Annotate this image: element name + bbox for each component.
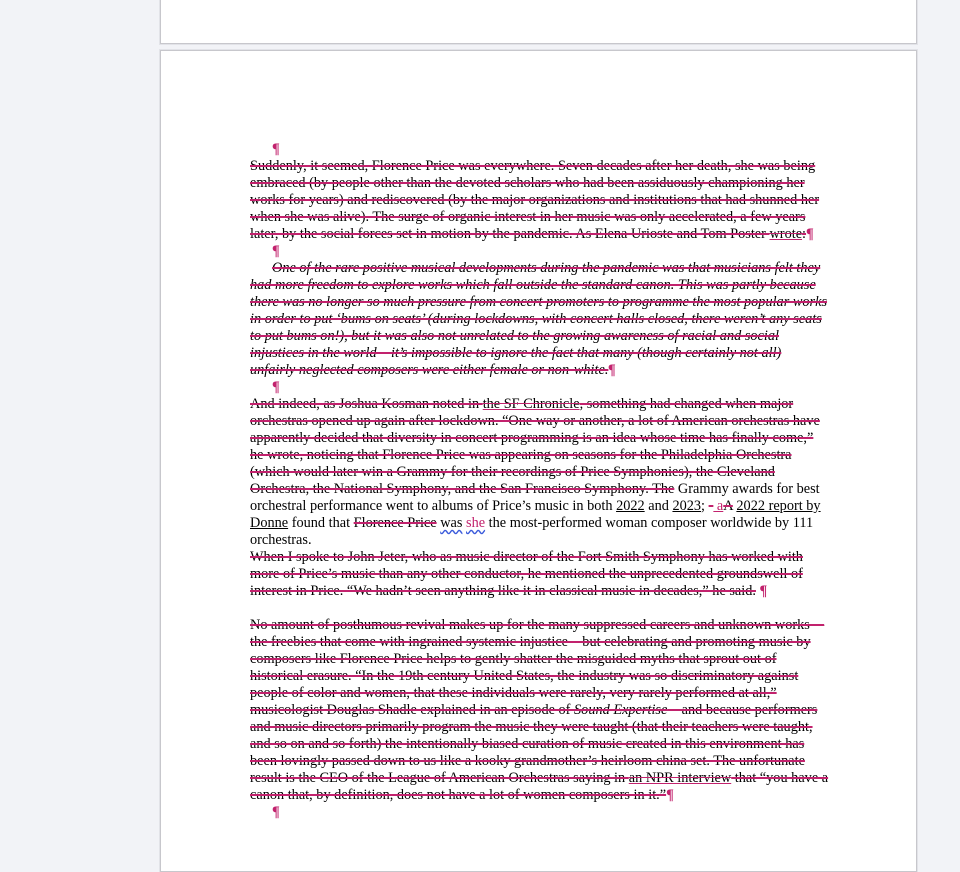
- deleted-text: A: [723, 498, 733, 514]
- pilcrow-mark: ¶: [666, 787, 674, 803]
- podcast-title: Sound Expertise: [574, 702, 668, 718]
- deleted-text: No amount of posthumous revival makes up for the many suppressed careers and unknown works—the freebies that come with ingrained systemic injustice—but celebrating and promoting music by composers like Florence Price helps to gently shatter the misguided myths that sprout out of historical erasure. “In the 19th century United States, the industry was so discriminatory against people of color and women, that these individuals were rarely, very rarely performed at all,” musicologist Douglas Shadle explained in an episode of: [250, 617, 825, 718]
- deleted-text: One of the rare positive musical developments during the pandemic was that musicians felt they had more freedom to explore works which fall outside the standard canon. This was partly because there was no longer so much pressure from concert promoters to programme the most popular works in order to put ‘bums on seats’ (during lockdowns, with concert halls closed, there weren’t any seats to put bums on!), but it was also not unrelated to the growing awareness of racial and social injustices in the world – it’s impossible to ignore the fact that many (though certainly not all) unfairly neglected composers were either female or non-white.: [250, 260, 828, 378]
- kept-text: and: [644, 498, 673, 514]
- deleted-text: And indeed, as Joshua Kosman noted in: [250, 396, 483, 412]
- deleted-text: , something had changed when major orchestras opened up again after lockdown. “One way or another, a lot of American orchestras have apparently decided that diversity in concert programming is an idea whose time has finally come,” he wrote, noticing that Florence Price was appearing on seasons for the Philadelphia Orchestra (which would later win a Grammy for their recordings of Price Symphonies), the Cleveland Orchestra, the National Symphony, and the San Francisco Symphony. The: [250, 396, 820, 497]
- link-2022[interactable]: 2022: [616, 498, 645, 514]
- empty-paragraph[interactable]: [250, 379, 830, 396]
- kept-text: Grammy awards for best orchestral performance went to albums of Price’s music in both: [250, 481, 820, 514]
- deleted-text: :: [802, 226, 807, 242]
- pilcrow-mark: ¶: [272, 141, 280, 157]
- deleted-text: When I spoke to John Jeter, who as music director of the Fort Smith Symphony has worked with more of Price’s music than any other conductor, he mentioned the unprecedented groundswell of interest in Price. “We hadn’t seen anything like it in classical music in decades,” he said.: [250, 549, 803, 599]
- kept-text: ;: [701, 498, 709, 514]
- inserted-text[interactable]: she: [466, 515, 486, 531]
- deleted-text: Florence Price: [353, 515, 437, 531]
- empty-paragraph[interactable]: [250, 243, 830, 260]
- block-quote[interactable]: [250, 260, 830, 379]
- document-page[interactable]: [160, 50, 917, 872]
- deleted-text: that “you have a canon that, by definition, does not have a lot of women composers in it.”: [250, 770, 829, 803]
- link-sf-chronicle[interactable]: the SF Chronicle: [482, 396, 580, 412]
- blank-line: [250, 600, 830, 617]
- link-npr-interview[interactable]: an NPR interview: [628, 770, 732, 786]
- paragraph-kosman[interactable]: [250, 396, 830, 549]
- kept-text: found that: [288, 515, 354, 531]
- paragraph-price-everywhere[interactable]: [250, 158, 830, 243]
- pilcrow-mark: ¶: [272, 243, 280, 259]
- kept-text: the most-performed woman composer worldwide by 111 orchestras.: [250, 515, 814, 548]
- previous-page: [160, 0, 917, 44]
- grammar-flagged-text[interactable]: was: [440, 515, 463, 531]
- pilcrow-mark: ¶: [272, 379, 280, 395]
- deleted-text: Suddenly, it seemed, Florence Price was everywhere. Seven decades after her death, she was being embraced (by people other than the devoted scholars who had been assiduously championing her works for years) and rediscovered (by the major organizations and institutions that had shunned her when she was alive). The surge of organic interest in her music was only accelerated, a few years later, by the social forces set in motion by the pandemic. As Elena Urioste and Tom Poster: [250, 158, 820, 242]
- document-body[interactable]: [250, 141, 830, 821]
- pilcrow-mark: ¶: [759, 583, 768, 599]
- link-report-by-donne[interactable]: 2022 report by Donne: [250, 498, 821, 531]
- pilcrow-mark: ¶: [272, 804, 280, 820]
- deleted-text: —and because performers and music directors primarily program the music they were taught (that their teachers were taught, and so on and so forth) the intentionally biased curation of music created in this environment has been lovingly passed down to us like a kooky grandmother’s heirloom china set. The unfortunate result is the CEO of the League of American Orchestras saying in: [250, 702, 818, 786]
- empty-paragraph[interactable]: [250, 804, 830, 821]
- pilcrow-mark: ¶: [608, 362, 616, 378]
- paragraph-posthumous-revival[interactable]: [250, 617, 830, 804]
- empty-paragraph[interactable]: [250, 141, 830, 158]
- deleted-text: -: [708, 498, 714, 514]
- inserted-text: a: [713, 498, 724, 514]
- link-2023[interactable]: 2023: [672, 498, 702, 514]
- link-wrote[interactable]: wrote: [769, 226, 803, 242]
- paragraph-jeter[interactable]: [250, 549, 830, 600]
- pilcrow-mark: ¶: [806, 226, 814, 242]
